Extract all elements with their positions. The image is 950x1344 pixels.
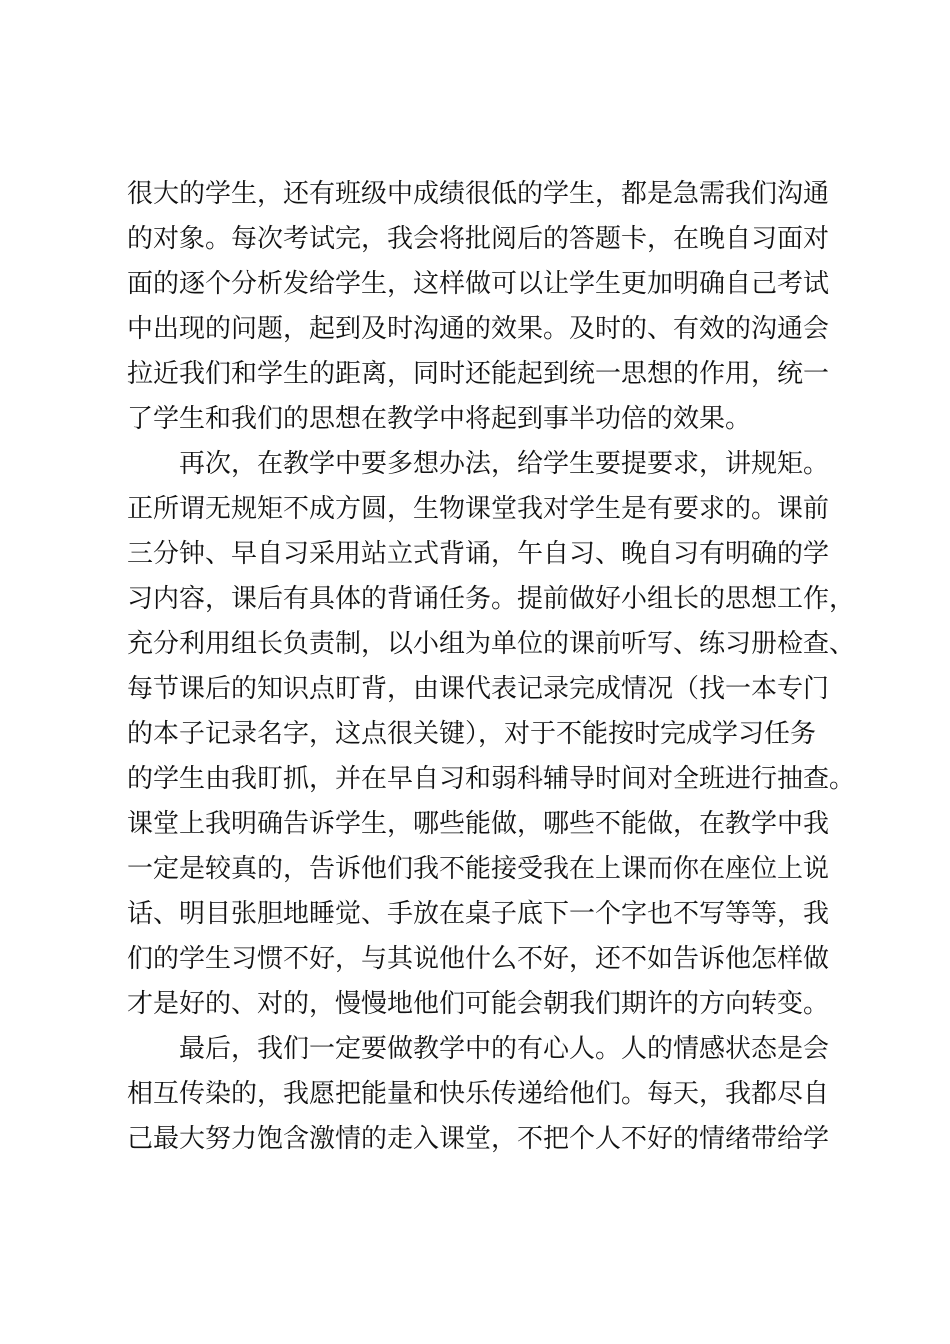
paragraph-line: 相互传染的，我愿把能量和快乐传递给他们。每天，我都尽自 xyxy=(127,1079,830,1109)
paragraph-line: 了学生和我们的思想在教学中将起到事半功倍的效果。 xyxy=(127,404,752,434)
paragraph-line: 一定是较真的，告诉他们我不能接受我在上课而你在座位上说 xyxy=(127,854,830,884)
paragraph-line: 的学生由我盯抓，并在早自习和弱科辅导时间对全班进行抽查。 xyxy=(127,764,856,794)
paragraph-line: 正所谓无规矩不成方圆，生物课堂我对学生是有要求的。课前 xyxy=(127,494,830,524)
paragraph-line: 三分钟、早自习采用站立式背诵，午自习、晚自习有明确的学 xyxy=(127,539,830,569)
paragraph-line: 的本子记录名字，这点很关键），对于不能按时完成学习任务 xyxy=(127,719,817,749)
paragraph-line: 话、明目张胆地睡觉、手放在桌子底下一个字也不写等等，我 xyxy=(127,899,830,929)
paragraph-line: 每节课后的知识点盯背，由课代表记录完成情况（找一本专门 xyxy=(127,674,830,704)
paragraph-line: 课堂上我明确告诉学生，哪些能做，哪些不能做，在教学中我 xyxy=(127,809,830,839)
document-body xyxy=(127,172,856,1162)
paragraph-line: 们的学生习惯不好，与其说他什么不好，还不如告诉他怎样做 xyxy=(127,944,830,974)
paragraph-line: 己最大努力饱含激情的走入课堂，不把个人不好的情绪带给学 xyxy=(127,1124,830,1154)
paragraph-line: 中出现的问题，起到及时沟通的效果。及时的、有效的沟通会 xyxy=(127,314,830,344)
paragraph-line: 的对象。每次考试完，我会将批阅后的答题卡，在晚自习面对 xyxy=(127,224,830,254)
paragraph-line: 面的逐个分析发给学生，这样做可以让学生更加明确自己考试 xyxy=(127,269,830,299)
paragraph-line: 才是好的、对的，慢慢地他们可能会朝我们期许的方向转变。 xyxy=(127,989,830,1019)
paragraph-line: 习内容，课后有具体的背诵任务。提前做好小组长的思想工作， xyxy=(127,584,856,614)
paragraph-line: 最后，我们一定要做教学中的有心人。人的情感状态是会 xyxy=(179,1034,830,1064)
paragraph-line: 再次，在教学中要多想办法，给学生要提要求，讲规矩。 xyxy=(179,449,830,479)
paragraph-line: 充分利用组长负责制，以小组为单位的课前听写、练习册检查、 xyxy=(127,629,856,659)
paragraph-line: 很大的学生，还有班级中成绩很低的学生，都是急需我们沟通 xyxy=(127,179,830,209)
paragraph-line: 拉近我们和学生的距离，同时还能起到统一思想的作用，统一 xyxy=(127,359,830,389)
